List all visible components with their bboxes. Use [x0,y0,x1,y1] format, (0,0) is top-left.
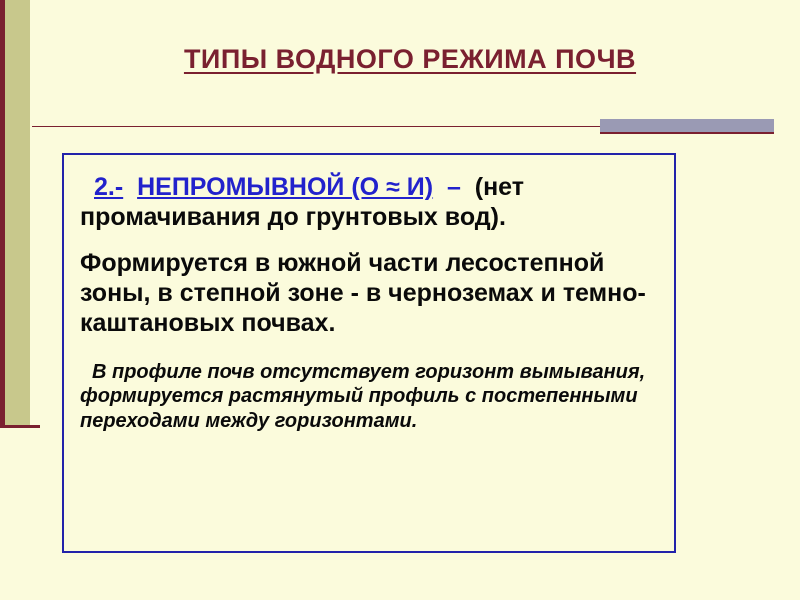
content-box [62,153,676,553]
left-accent-stripe [0,0,5,425]
title-divider-block [600,119,774,134]
item-number: 2.- [94,173,124,201]
paragraph-formation: Формируется в южной части лесостепной зоны, в степной зоне - в черноземах и темно-каштановых почвах. [80,249,646,337]
paragraph-definition [80,173,658,232]
paragraph-profile: В профиле почв отсутствует горизонт вымывания, формируется растянутый профиль с постепенными переходами между горизонтами. [80,361,646,432]
dash-separator: – [446,173,461,201]
term-highlight: НЕПРОМЫВНОЙ (О ≈ И) [137,173,434,201]
definition-text: (нет промачивания до грунтовых вод). [80,173,524,231]
page-title: ТИПЫ ВОДНОГО РЕЖИМА ПОЧВ [183,44,637,74]
left-tick-mark [0,425,40,428]
